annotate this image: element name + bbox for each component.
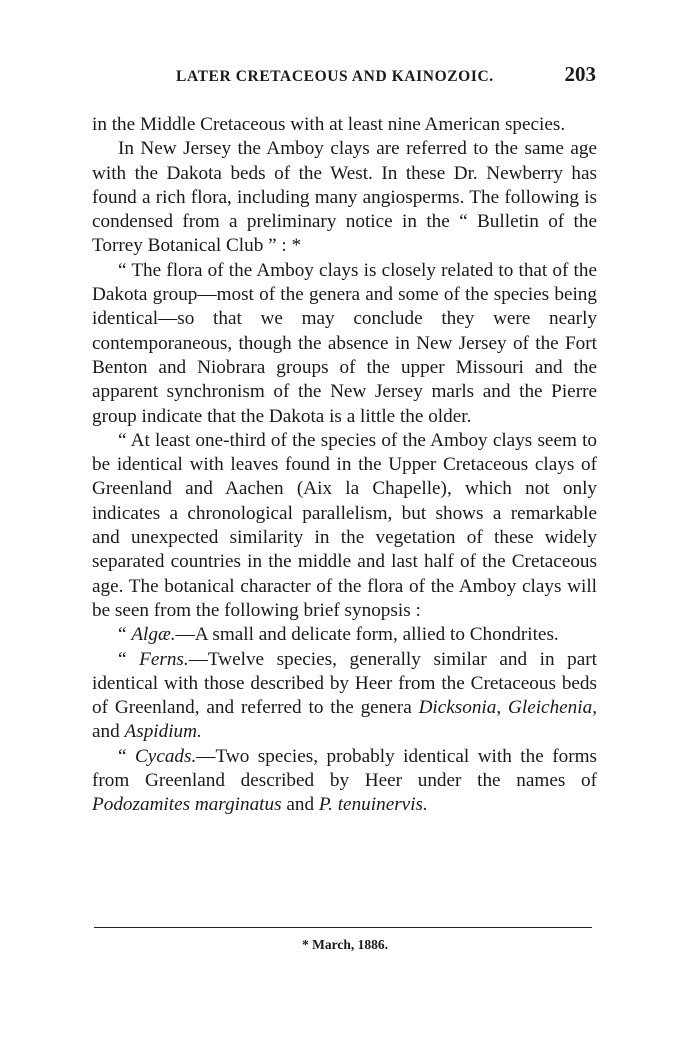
running-head: LATER CRETACEOUS AND KAINOZOIC.: [176, 68, 494, 85]
italic-text: Podozamites marginatus: [92, 794, 282, 816]
page-number: 203: [564, 62, 596, 86]
paragraph: [92, 259, 597, 429]
text-run: “: [118, 648, 140, 670]
page-header: [92, 58, 596, 98]
paragraph: [92, 429, 597, 623]
italic-text: Ferns.: [139, 648, 189, 670]
text-run: “ The flora of the Amboy clays is closely related to that of the Dakota group—most of the genera and some of the species being identical—so that we may conclude they were nearly contemporaneous, though the absence in New Jersey of the Fort Benton and Niobrara groups of the upper Missouri and the apparent synchronism of the New Jersey marls and the Pierre group indicate that the Dakota is a little the older.: [92, 259, 597, 427]
footnote-rule: [94, 927, 592, 928]
text-run: “ At least one-third of the species of the Amboy clays seem to be identical with leaves found in the Upper Cretaceous clays of Greenland and Aachen (Aix la Chapelle), which not only indicates a chronological parallelism, but shows a remarkable and unexpected similarity in the vegetation of these widely separated countries in the middle and last half of the Cretaceous age. The botanical character of the flora of the Amboy clays will be seen from the following brief synopsis :: [92, 429, 597, 621]
text-run: and: [281, 794, 319, 816]
text-run: and: [92, 721, 125, 743]
text-run: In New Jersey the Amboy clays are referred to the same age with the Dakota beds of the West. In these Dr. Newberry has found a rich flora, including many angiosperms. The following is condensed from a preliminary notice in the “ Bulletin of the Torrey Botanical Club ” : *: [92, 138, 597, 257]
text-run: “: [118, 624, 132, 646]
paragraph: [92, 745, 597, 818]
paragraph: [92, 648, 597, 745]
text-run: —A small and delicate form, allied to Chondrites.: [175, 624, 559, 646]
text-run: —Two species, probably identical with the forms from Greenland described by Heer under the names of: [92, 745, 597, 792]
italic-text: Cycads.: [135, 745, 197, 767]
italic-text: Aspidium.: [124, 721, 202, 743]
italic-text: P. tenuinervis.: [318, 794, 428, 816]
paragraph: [92, 113, 597, 137]
text-run: “: [118, 745, 135, 767]
paragraph: [92, 623, 597, 647]
paragraph: [92, 137, 597, 258]
text-run: —Twelve species, generally similar and in part identical with those described by Heer from the Cretaceous beds of Greenland, and referred to the genera: [92, 648, 597, 719]
text-run: in the Middle Cretaceous with at least nine American species.: [92, 114, 566, 135]
footnote: * March, 1886.: [302, 937, 388, 952]
body-text: [92, 113, 597, 818]
italic-text: Algæ.: [131, 624, 176, 646]
italic-text: Dicksonia, Gleichenia,: [418, 697, 597, 719]
